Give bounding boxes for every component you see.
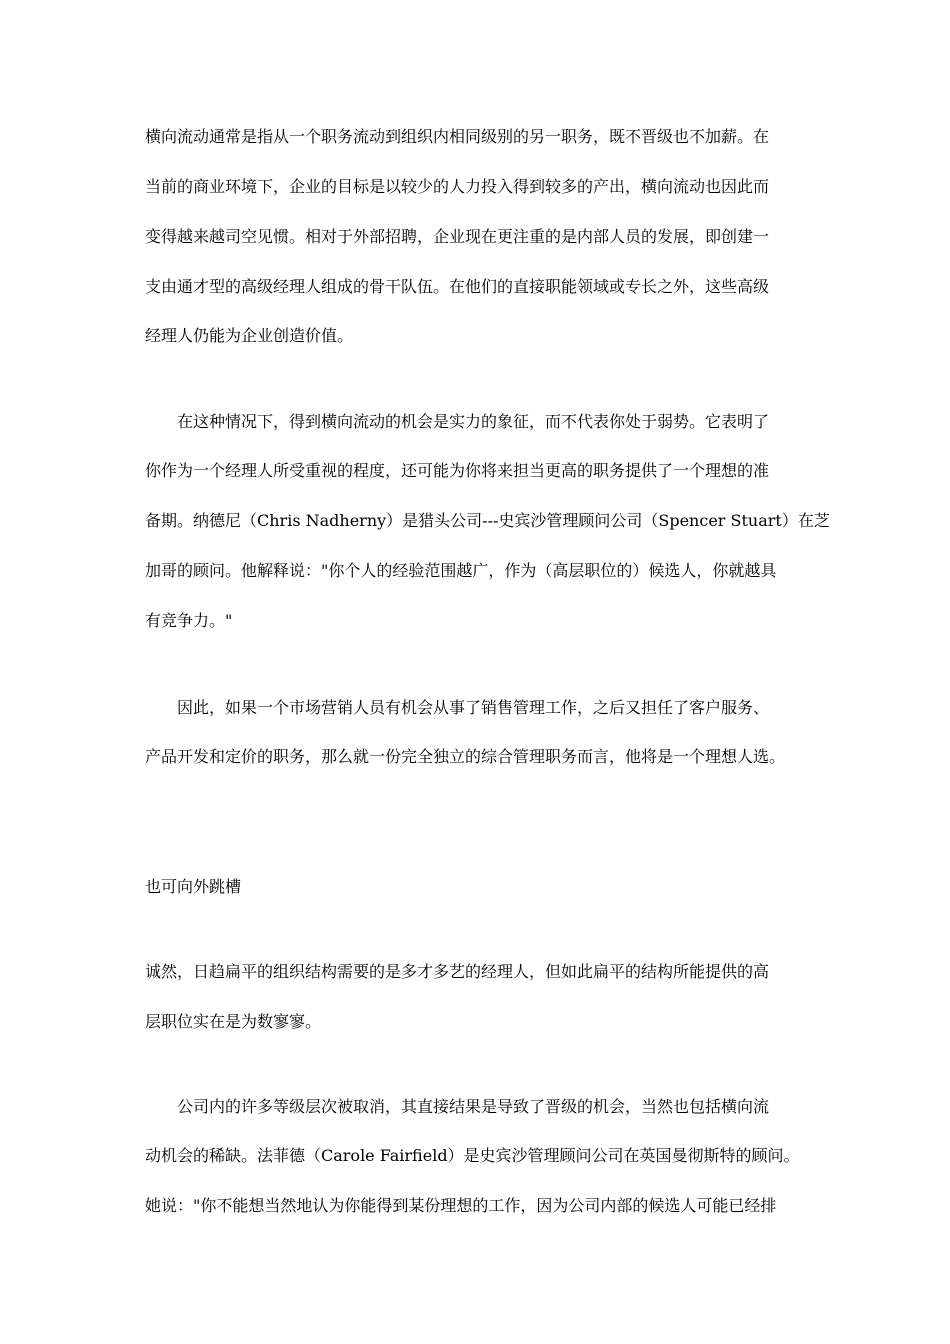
paragraph-1-line-1: 横向流动通常是指从一个职务流动到组织内相同级别的另一职务，既不晋级也不加薪。在 — [145, 127, 770, 146]
paragraph-4-line-1: 诚然，日趋扁平的组织结构需要的是多才多艺的经理人，但如此扁平的结构所能提供的高 — [145, 962, 770, 981]
paragraph-3-line-2: 产品开发和定价的职务，那么就一份完全独立的综合管理职务而言，他将是一个理想人选。 — [145, 747, 786, 766]
paragraph-1-line-5: 经理人仍能为企业创造价值。 — [145, 326, 354, 345]
paragraph-2-line-1: 在这种情况下，得到横向流动的机会是实力的象征，而不代表你处于弱势。它表明了 — [177, 412, 770, 431]
paragraph-1-line-3: 变得越来越司空见惯。相对于外部招聘，企业现在更注重的是内部人员的发展，即创建一 — [145, 227, 770, 246]
paragraph-2-line-4: 加哥的顾问。他解释说："你个人的经验范围越广，作为（高层职位的）候选人，你就越具 — [145, 561, 777, 580]
paragraph-2-line-3: 备期。纳德尼（Chris Nadherny）是猎头公司---史宾沙管理顾问公司（Spencer Stuart）在芝 — [145, 511, 830, 530]
paragraph-5-line-3: 她说："你不能想当然地认为你能得到某份理想的工作，因为公司内部的候选人可能已经排 — [145, 1196, 777, 1215]
paragraph-2-line-2: 你作为一个经理人所受重视的程度，还可能为你将来担当更高的职务提供了一个理想的准 — [145, 461, 770, 480]
paragraph-5-line-1: 公司内的许多等级层次被取消，其直接结果是导致了晋级的机会，当然也包括横向流 — [177, 1097, 770, 1116]
section-heading: 也可向外跳槽 — [145, 877, 242, 896]
paragraph-1-line-2: 当前的商业环境下，企业的目标是以较少的人力投入得到较多的产出，横向流动也因此而 — [145, 177, 770, 196]
paragraph-4-line-2: 层职位实在是为数寥寥。 — [145, 1012, 322, 1031]
paragraph-3-line-1: 因此，如果一个市场营销人员有机会从事了销售管理工作，之后又担任了客户服务、 — [177, 698, 770, 717]
paragraph-2-line-5: 有竞争力。" — [145, 611, 233, 630]
paragraph-5-line-2: 动机会的稀缺。法菲德（Carole Fairfield）是史宾沙管理顾问公司在英国曼彻斯特的顾问。 — [145, 1146, 800, 1165]
paragraph-1-line-4: 支由通才型的高级经理人组成的骨干队伍。在他们的直接职能领域或专长之外，这些高级 — [145, 277, 770, 296]
